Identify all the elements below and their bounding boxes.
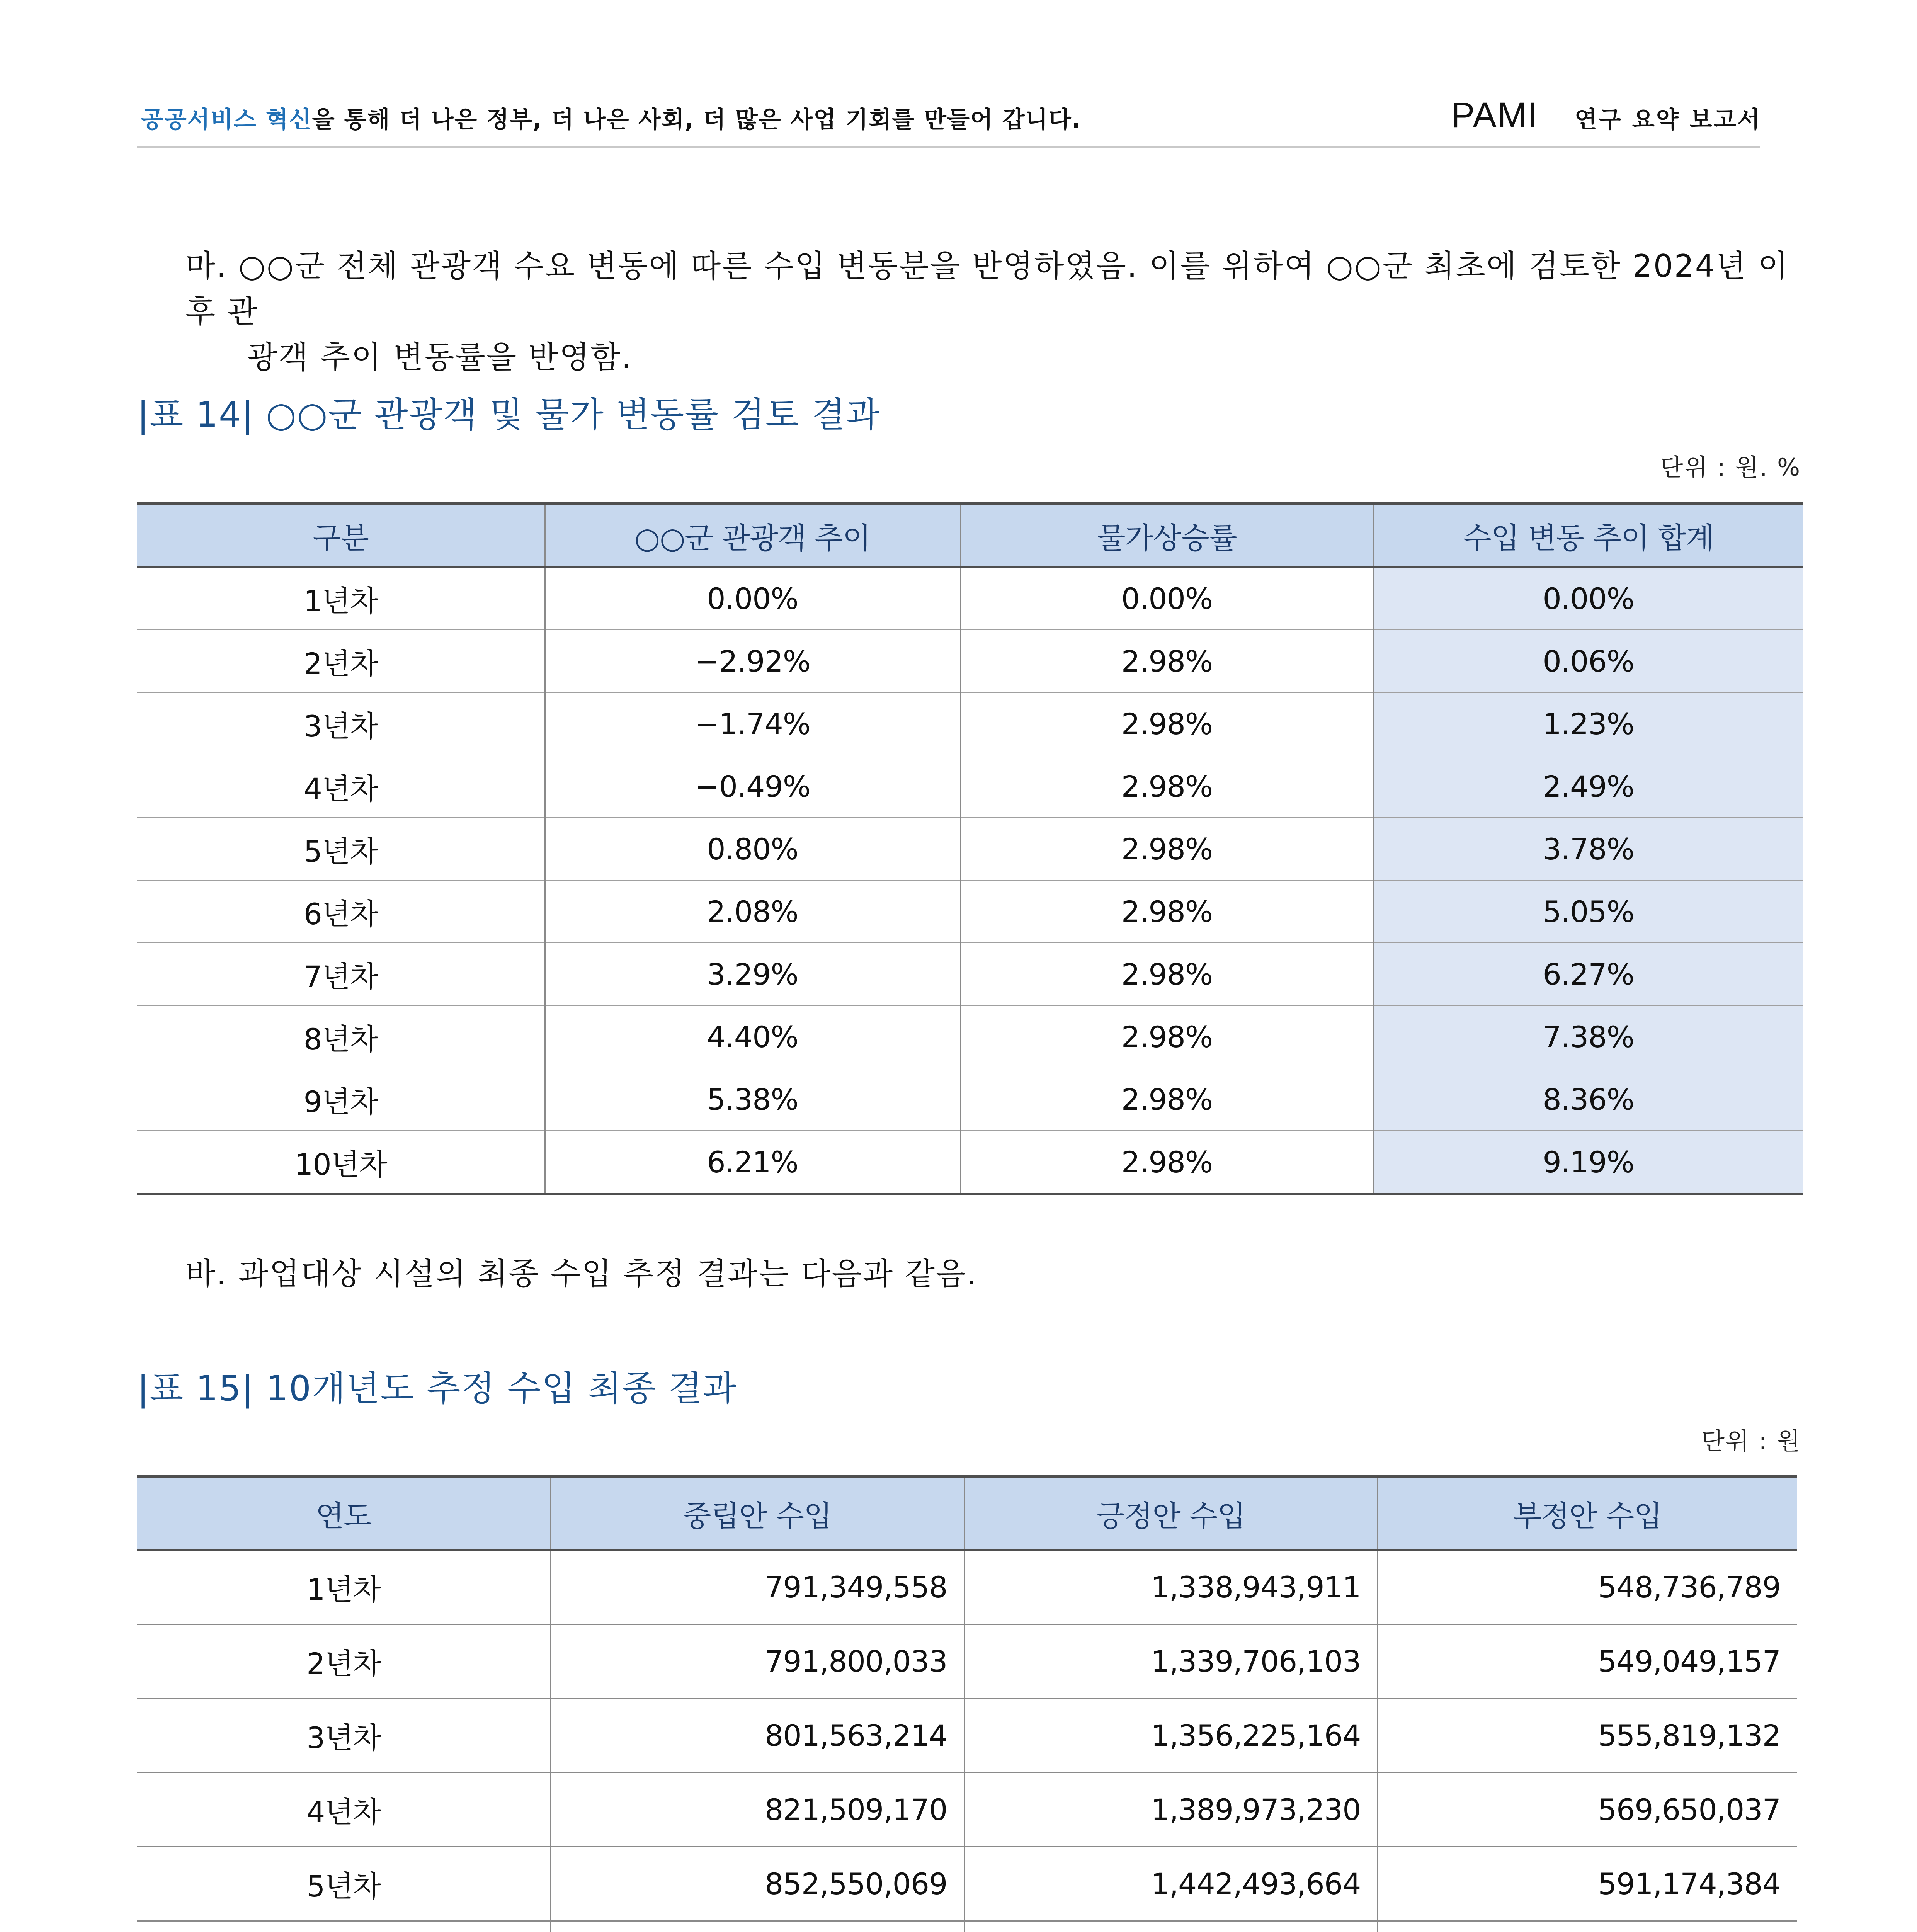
table15-cell bbox=[551, 1921, 964, 1932]
table14 bbox=[137, 502, 1803, 1195]
table14-cell: 8년차 bbox=[137, 1005, 545, 1068]
table14-cell: 9년차 bbox=[137, 1068, 545, 1131]
table14-header-cell: 수입 변동 추이 합계 bbox=[1374, 503, 1803, 567]
table14-cell: 6.27% bbox=[1374, 943, 1803, 1005]
table15-header-cell: 긍정안 수입 bbox=[964, 1476, 1378, 1550]
table14-cell: 5.38% bbox=[545, 1068, 960, 1131]
table14-title-prefix: |표 14| bbox=[137, 395, 254, 435]
table14-row bbox=[137, 1068, 1803, 1131]
table14-cell: 0.80% bbox=[545, 818, 960, 880]
table14-cell: 7년차 bbox=[137, 943, 545, 1005]
table14-cell: 2.98% bbox=[960, 818, 1374, 880]
paragraph-ma-line2: 광객 추이 변동률을 반영함. bbox=[247, 339, 633, 375]
table14-title bbox=[137, 386, 880, 437]
table14-row bbox=[137, 692, 1803, 755]
table15-cell: 548,736,789 bbox=[1378, 1550, 1797, 1624]
table14-cell: 8.36% bbox=[1374, 1068, 1803, 1131]
table15-cell: 555,819,132 bbox=[1378, 1699, 1797, 1773]
table15-row bbox=[137, 1847, 1797, 1921]
table14-cell: 7.38% bbox=[1374, 1005, 1803, 1068]
table14-cell: 3.29% bbox=[545, 943, 960, 1005]
table15-title bbox=[137, 1360, 737, 1410]
table15 bbox=[137, 1475, 1797, 1932]
table15-header-row bbox=[137, 1476, 1797, 1550]
table14-cell: 5년차 bbox=[137, 818, 545, 880]
table15-cell: 3년차 bbox=[137, 1699, 551, 1773]
header-report-type: 연구 요약 보고서 bbox=[1575, 106, 1762, 133]
table14-cell: 3.78% bbox=[1374, 818, 1803, 880]
table15-unit: 단위 : 원 bbox=[1701, 1427, 1801, 1455]
table15-cell: 801,563,214 bbox=[551, 1699, 964, 1773]
table14-row bbox=[137, 567, 1803, 630]
table15-cell: 791,349,558 bbox=[551, 1550, 964, 1624]
table14-cell: 10년차 bbox=[137, 1131, 545, 1194]
table14-cell: −2.92% bbox=[545, 630, 960, 692]
paragraph-ma bbox=[185, 243, 1801, 380]
table14-cell: 2.98% bbox=[960, 1005, 1374, 1068]
table14-cell: 2.08% bbox=[545, 880, 960, 943]
table14-header-cell: 물가상승률 bbox=[960, 503, 1374, 567]
table15-cell: 591,174,384 bbox=[1378, 1847, 1797, 1921]
table15-header-cell: 연도 bbox=[137, 1476, 551, 1550]
table15-cell bbox=[964, 1921, 1378, 1932]
table15-row bbox=[137, 1921, 1797, 1932]
table15-cell: 4년차 bbox=[137, 1773, 551, 1847]
table14-cell: 2.98% bbox=[960, 630, 1374, 692]
table15-cell: 1,442,493,664 bbox=[964, 1847, 1378, 1921]
slogan-rest: 을 통해 더 나은 정부, 더 나은 사회, 더 많은 사업 기회를 만들어 갑니다. bbox=[312, 106, 1082, 133]
table14-header-row bbox=[137, 503, 1803, 567]
table14-cell: 5.05% bbox=[1374, 880, 1803, 943]
table14-cell: 0.06% bbox=[1374, 630, 1803, 692]
table14-row bbox=[137, 880, 1803, 943]
table15-header-cell: 부정안 수입 bbox=[1378, 1476, 1797, 1550]
header-divider bbox=[137, 146, 1760, 148]
paragraph-ba: 바. 과업대상 시설의 최종 수입 추정 결과는 다음과 같음. bbox=[185, 1256, 978, 1292]
table15-cell: 1,389,973,230 bbox=[964, 1773, 1378, 1847]
table14-row bbox=[137, 755, 1803, 818]
table14-cell: 1년차 bbox=[137, 567, 545, 630]
table14-cell: 9.19% bbox=[1374, 1131, 1803, 1194]
table14-cell: 6년차 bbox=[137, 880, 545, 943]
table15-title-text: 10개년도 추정 수입 최종 결과 bbox=[266, 1368, 737, 1409]
table14-cell: 2.98% bbox=[960, 1068, 1374, 1131]
table14-cell: 2.98% bbox=[960, 692, 1374, 755]
table14-cell: 0.00% bbox=[960, 567, 1374, 630]
table15-cell: 791,800,033 bbox=[551, 1624, 964, 1699]
table14-cell: 0.00% bbox=[545, 567, 960, 630]
table14-row bbox=[137, 943, 1803, 1005]
table15-cell: 5년차 bbox=[137, 1847, 551, 1921]
table14-cell: 2.98% bbox=[960, 1131, 1374, 1194]
table14-cell: −0.49% bbox=[545, 755, 960, 818]
table14-cell: 0.00% bbox=[1374, 567, 1803, 630]
table15-cell: 821,509,170 bbox=[551, 1773, 964, 1847]
table14-cell: 4.40% bbox=[545, 1005, 960, 1068]
table14-title-text: ○○군 관광객 및 물가 변동률 검토 결과 bbox=[266, 395, 881, 435]
table14-row bbox=[137, 1005, 1803, 1068]
table15-cell: 569,650,037 bbox=[1378, 1773, 1797, 1847]
table14-cell: 1.23% bbox=[1374, 692, 1803, 755]
table15-title-prefix: |표 15| bbox=[137, 1368, 254, 1409]
table15-cell: 1,338,943,911 bbox=[964, 1550, 1378, 1624]
header-slogan bbox=[141, 101, 1081, 134]
table14-cell: 2.98% bbox=[960, 755, 1374, 818]
table15-row bbox=[137, 1699, 1797, 1773]
table15-cell: 1년차 bbox=[137, 1550, 551, 1624]
table15-cell: 549,049,157 bbox=[1378, 1624, 1797, 1699]
table15-header-cell: 중립안 수입 bbox=[551, 1476, 964, 1550]
table14-cell: 4년차 bbox=[137, 755, 545, 818]
table14-header-cell: ○○군 관광객 추이 bbox=[545, 503, 960, 567]
table15-cell: 2년차 bbox=[137, 1624, 551, 1699]
table15-row bbox=[137, 1550, 1797, 1624]
table14-cell: 6.21% bbox=[545, 1131, 960, 1194]
table15-cell bbox=[137, 1921, 551, 1932]
header-brand: PAMI bbox=[1451, 95, 1539, 135]
paragraph-ma-line1: 마. ○○군 전체 관광객 수요 변동에 따른 수입 변동분을 반영하였음. 이를 위하여 ○○군 최초에 검토한 2024년 이후 관 bbox=[185, 248, 1789, 330]
table14-cell: 2.98% bbox=[960, 943, 1374, 1005]
table14-row bbox=[137, 818, 1803, 880]
table14-row bbox=[137, 1131, 1803, 1194]
table15-cell: 852,550,069 bbox=[551, 1847, 964, 1921]
table14-cell: −1.74% bbox=[545, 692, 960, 755]
table14-header-cell: 구분 bbox=[137, 503, 545, 567]
table14-cell: 2.98% bbox=[960, 880, 1374, 943]
slogan-highlight: 공공서비스 혁신 bbox=[141, 106, 312, 133]
table15-cell: 1,339,706,103 bbox=[964, 1624, 1378, 1699]
table15-cell: 1,356,225,164 bbox=[964, 1699, 1378, 1773]
table15-cell bbox=[1378, 1921, 1797, 1932]
table15-row bbox=[137, 1624, 1797, 1699]
table14-row bbox=[137, 630, 1803, 692]
table14-cell: 2.49% bbox=[1374, 755, 1803, 818]
table14-unit: 단위 : 원. % bbox=[1660, 453, 1801, 481]
table14-cell: 3년차 bbox=[137, 692, 545, 755]
table15-row bbox=[137, 1773, 1797, 1847]
table14-cell: 2년차 bbox=[137, 630, 545, 692]
